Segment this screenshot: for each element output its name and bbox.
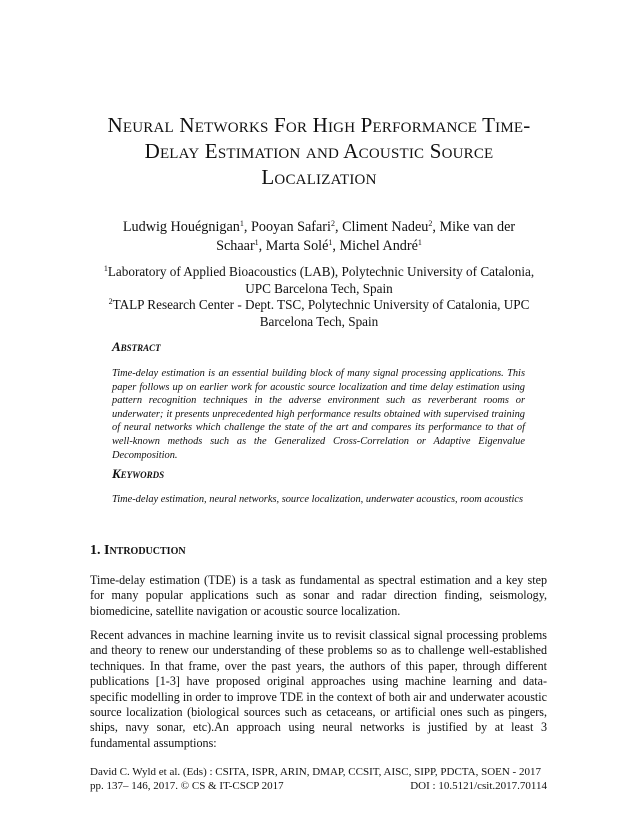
introduction-heading — [90, 543, 186, 559]
footer-doi: DOI : 10.5121/csit.2017.70114 — [410, 779, 547, 792]
intro-paragraph-1: Time-delay estimation (TDE) is a task as fundamental as spectral estimation and a key step for many popular applications such as sonar and radar direction finding, seismology, biomedicine, satellite navigation or acoustic source localization. — [90, 573, 547, 618]
paper-title: Neural Networks For High Performance Time-Delay Estimation and Acoustic Source Localization — [107, 113, 531, 189]
footer-row — [90, 780, 547, 794]
affiliation: $^2$TALP Research Center - Dept. TSC, Polytechnic University of Catalonia, UPC Barcelona Tech, Spain — [108, 297, 530, 329]
author: Ludwig Houégnigan$^1$ — [122, 219, 244, 235]
affiliation: $^1$Laboratory of Applied Bioacoustics (LAB), Polytechnic University of Catalonia, UPC Barcelona Tech, Spain — [103, 264, 535, 296]
author-list: Ludwig Houégnigan$^1$, Pooyan Safari$^2$, Climent Nadeu$^2$, Mike van der Schaar$^1$, Marta Solé$^1$, Michel André$^1$ — [122, 219, 516, 254]
author: Climent Nadeu$^2$ — [342, 219, 433, 235]
page-footer — [90, 766, 547, 793]
author: Mike van der Schaar$^1$ — [216, 219, 516, 254]
author: Pooyan Safari$^2$ — [250, 219, 335, 235]
abstract-text: Time-delay estimation is an essential building block of many signal processing applications. This paper follows up on earlier work for acoustic source localization and time delay estimation using pattern recognition techniques in the adverse environment such as reverberant rooms or underwater; it presents unprecedented high performance results obtained with supervised training of neural networks which challenge the state of the art and compares its performance to that of well-known methods such as the Generalized Cross-Correlation or Adaptive Eigenvalue Decomposition. — [112, 368, 525, 461]
footer-proceedings: David C. Wyld et al. (Eds) : CSITA, ISPR, ARIN, DMAP, CCSIT, AISC, SIPP, PDCTA, SOEN - 2017 — [90, 766, 541, 778]
author: Michel André$^1$ — [339, 238, 422, 254]
section-number: 1. — [90, 543, 101, 558]
keywords-heading: Keywords — [112, 466, 165, 481]
footer-pages: pp. 137– 146, 2017. © CS & IT-CSCP 2017 — [90, 779, 284, 792]
intro-paragraph-2: Recent advances in machine learning invite us to revisit classical signal processing problems and theory to renew our understanding of these problems so as to challenge well-established techniques. In that frame, over the past years, the authors of this paper, through different publications [1-3] have proposed original approaches using machine learning and data-specific modelling in order to improve TDE in the context of both air and underwater acoustic source localization (biological sources such as cetaceans, or artificial ones such as pingers, ships, navy sonar, etc).An approach using neural networks is justified by at least 3 fundamental assumptions: — [90, 628, 547, 750]
affiliation-list — [90, 264, 548, 330]
section-title: Introduction — [104, 543, 186, 558]
keywords-text: Time-delay estimation, neural networks, source localization, underwater acoustics, room acoustics — [112, 494, 524, 505]
author: Marta Solé$^1$ — [265, 238, 333, 254]
abstract-heading: Abstract — [112, 339, 161, 354]
